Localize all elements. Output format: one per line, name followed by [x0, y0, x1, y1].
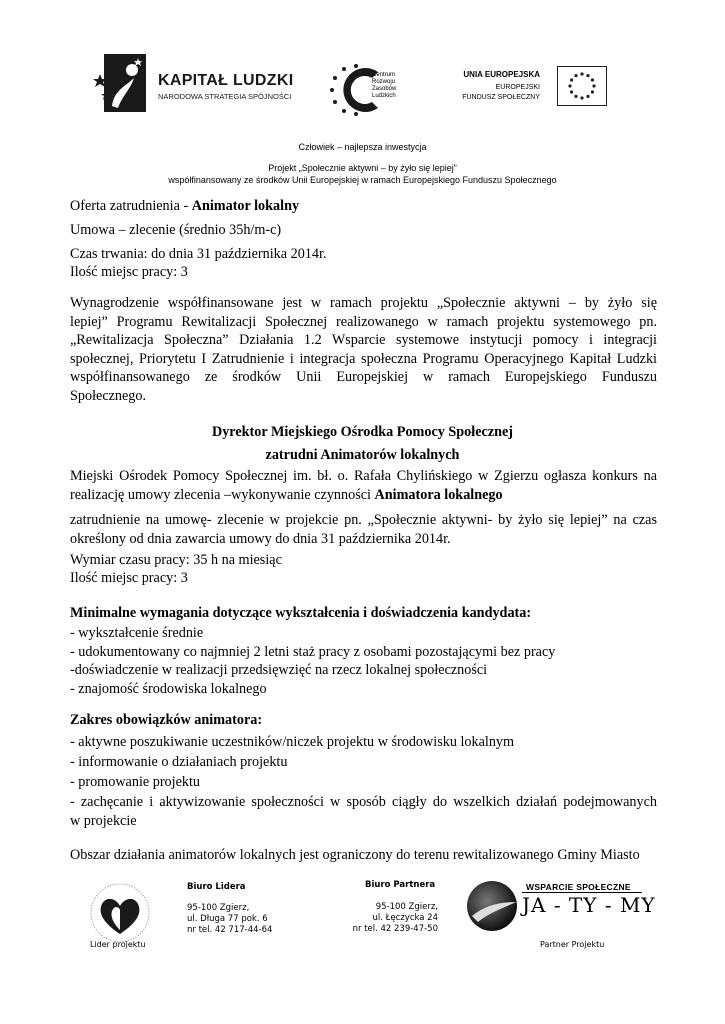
- leader-line-3: nr tel. 42 717-44-64: [187, 925, 273, 935]
- eu-line-3: FUNDUSZ SPOŁECZNY: [462, 94, 540, 101]
- employment-line-2: określony od dnia zawarcia umowy do dnia 31 października 2014r.: [70, 530, 451, 547]
- work-hours: Wymiar czasu pracy: 35 h na miesiąc: [70, 552, 282, 568]
- partner-line-3: nr tel. 42 239-47-50: [352, 924, 438, 934]
- duty-last-line-1: - zachęcanie i aktywizowanie społeczności w sposób ciągły do wszelkich działań podejmowanych: [70, 794, 657, 810]
- eu-line-2: EUROPEJSKI: [495, 84, 540, 91]
- funding-line-1: Wynagrodzenie współfinansowane jest w ramach projektu „Społecznie aktywni – by żyło się: [70, 295, 657, 311]
- header-logos: [70, 22, 622, 140]
- intro-line-2: [70, 486, 657, 505]
- duty-item: - informowanie o działaniach projektu: [70, 754, 288, 770]
- employment-paragraph: [70, 511, 657, 548]
- funding-line-4: społecznej, Priorytetu I Zatrudnienie i integracja społeczna Programu Operacyjnego Kapitał Ludzki: [70, 350, 657, 367]
- requirement-item: - udokumentowany co najmniej 2 letni staż pracy z osobami pozostającymi bez pracy: [70, 643, 556, 660]
- offer-title-prefix: Oferta zatrudnienia -: [70, 198, 192, 214]
- offer-title-bold: Animator lokalny: [191, 198, 300, 214]
- mops-logo-icon: [84, 882, 156, 944]
- footer: [70, 868, 660, 958]
- requirements-heading: Minimalne wymagania dotyczące wykształcenia i doświadczenia kandydata:: [70, 605, 532, 621]
- crzl-line-3: Zasobów: [372, 86, 397, 92]
- requirement-item: -doświadczenie w realizacji przedsięwzięć na rzecz lokalnej społeczności: [70, 662, 488, 678]
- duty-item: - promowanie projektu: [70, 774, 201, 790]
- jatymy-logo-top: WSPARCIE SPOŁECZNE: [526, 882, 631, 892]
- jatymy-logo-main: JA - TY - MY: [522, 893, 656, 917]
- crzl-line-4: Ludzkich: [372, 93, 396, 99]
- funding-line-2: lepiej” Programu Rewitalizacji Społecznej realizowanego w ramach projektu systemowego pn.: [70, 313, 657, 330]
- partner-title: Biuro Partnera: [365, 880, 436, 890]
- kapital-ludzki-logo: [92, 50, 302, 116]
- requirements-list: [70, 624, 555, 698]
- leader-line-2: ul. Długa 77 pok. 6: [187, 914, 268, 924]
- employment-line-1: zatrudnienie na umowę- zlecenie w projekcie pn. „Społecznie aktywni- by żyło się lepiej” na czas: [70, 512, 657, 528]
- crzl-line-1: Centrum: [372, 72, 396, 78]
- tagline: Człowiek – najlepsza inwestycja: [298, 142, 427, 152]
- area-text: Obszar działania animatorów lokalnych jest ograniczony do terenu rewitalizowanego Gminy Miasto: [70, 847, 640, 863]
- offer-contract: Umowa – zlecenie (średnio 35h/m-c): [70, 222, 282, 238]
- eu-flag-icon: [557, 66, 607, 106]
- duties-heading: Zakres obowiązków animatora:: [70, 712, 263, 728]
- partner-caption: Partner Projektu: [540, 940, 605, 949]
- funding-paragraph: [70, 294, 657, 405]
- duty-last-line-2: w projekcie: [70, 812, 137, 829]
- partner-line-2: ul. Łęczycka 24: [372, 913, 438, 923]
- eu-line-1: UNIA EUROPEJSKA: [463, 70, 540, 79]
- announcement-heading-2: zatrudni Animatorów lokalnych: [265, 447, 460, 463]
- intro-line-2-prefix: realizację umowy zlecenia –wykonywanie czynności: [70, 486, 375, 503]
- announcement-positions: Ilość miejsc pracy: 3: [70, 570, 188, 586]
- intro-line-2-bold: Animatora lokalnego: [374, 486, 503, 503]
- offer-title: [70, 197, 299, 216]
- kapital-ludzki-title: KAPITAŁ LUDZKI: [158, 72, 294, 89]
- jatymy-emblem-icon: [464, 880, 520, 932]
- duty-item: - aktywne poszukiwanie uczestników/niczek projektu w środowisku lokalnym: [70, 734, 515, 750]
- announcement-heading-1: Dyrektor Miejskiego Ośrodka Pomocy Społecznej: [211, 424, 514, 440]
- kapital-ludzki-subtitle: NARODOWA STRATEGIA SPÓJNOŚCI: [158, 92, 292, 101]
- offer-duration: Czas trwania: do dnia 31 października 2014r.: [70, 246, 327, 262]
- partner-line-1: 95-100 Zgierz,: [375, 902, 438, 912]
- eu-logo: [450, 66, 620, 116]
- offer-positions: Ilość miejsc pracy: 3: [70, 264, 188, 280]
- funding-line-3: „Rewitalizacja Społeczna” Działania 1.2 Wsparcie systemowe instytucji pomocy i integracji: [70, 332, 657, 348]
- leader-line-1: 95-100 Zgierz,: [187, 903, 250, 913]
- funding-line-6: Społecznego.: [70, 387, 147, 404]
- project-line-2: współfinansowany ze środków Unii Europejskiej w ramach Europejskiego Funduszu Społecznego: [168, 175, 557, 185]
- kapital-ludzki-emblem-icon: [92, 50, 150, 116]
- requirement-item: - znajomość środowiska lokalnego: [70, 680, 267, 697]
- project-line-1: Projekt „Społecznie aktywni – by żyło się lepiej”: [268, 163, 457, 173]
- intro-line-1: Miejski Ośrodek Pomocy Społecznej im. bł. o. Rafała Chylińskiego w Zgierzu ogłasza konkurs na: [70, 468, 657, 484]
- announcement-intro: [70, 467, 657, 504]
- duty-item-last: [70, 793, 657, 830]
- leader-title: Biuro Lidera: [187, 882, 246, 892]
- crzl-line-2: Rozwoju: [372, 79, 396, 85]
- leader-caption: Lider projektu: [90, 940, 146, 949]
- funding-line-5: współfinansowanego ze środków Unii Europejskiej w ramach Europejskiego Funduszu: [70, 369, 657, 385]
- requirement-item: - wykształcenie średnie: [70, 625, 204, 641]
- crzl-logo: [326, 62, 436, 118]
